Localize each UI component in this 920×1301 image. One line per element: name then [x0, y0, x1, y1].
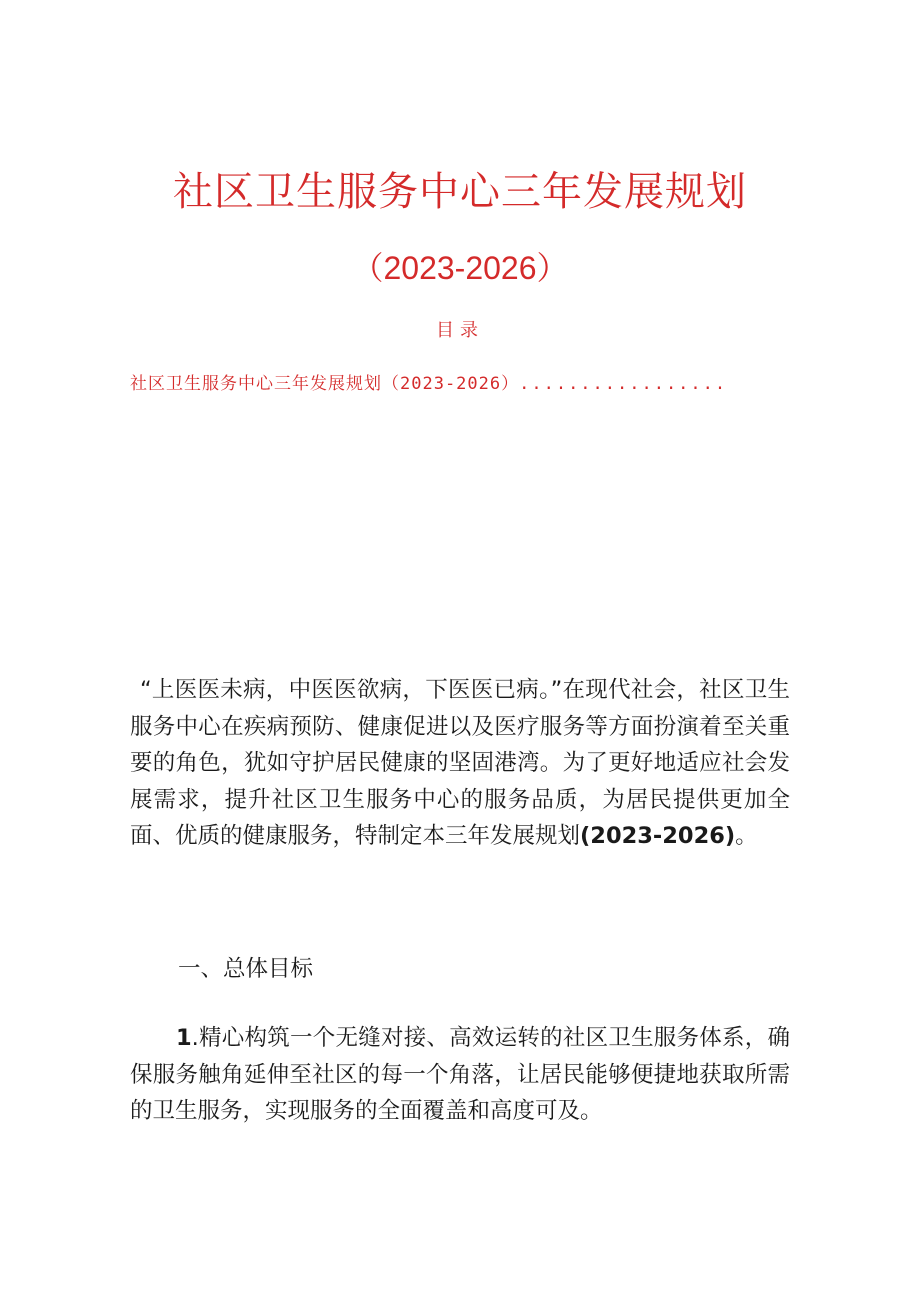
section-heading-overall-goals: 一、总体目标	[178, 956, 314, 982]
toc-entry[interactable]	[130, 369, 727, 394]
toc-heading: 目录	[436, 320, 484, 341]
list-item-goal-1	[130, 1020, 790, 1130]
document-title: 社区卫生服务中心三年发展规划	[173, 169, 747, 215]
intro-paragraph	[130, 672, 790, 855]
toc-entry-label: 社区卫生服务中心三年发展规划（2023-2026）	[130, 374, 520, 394]
list-item-number: 1	[176, 1025, 192, 1051]
list-item-text: .精心构筑一个无缝对接、高效运转的社区卫生服务体系，确保服务触角延伸至社区的每一个角落，让居民能够便捷地获取所需的卫生服务，实现服务的全面覆盖和高度可及。	[130, 1025, 790, 1124]
intro-text: “上医医未病，中医医欲病，下医医已病。”在现代社会，社区卫生服务中心在疾病预防、健康促进以及医疗服务等方面扮演着至关重要的角色，犹如守护居民健康的坚固港湾。为了更好地适应社会发展需求，提升社区卫生服务中心的服务品质，为居民提供更加全面、优质的健康服务，特制定本三年发展规划	[130, 677, 790, 849]
intro-text-end: 。	[735, 823, 758, 849]
document-subtitle: （2023-2026）	[351, 250, 569, 286]
intro-year-range: (2023-2026)	[580, 823, 736, 849]
toc-entry-leader: .................	[519, 374, 728, 394]
